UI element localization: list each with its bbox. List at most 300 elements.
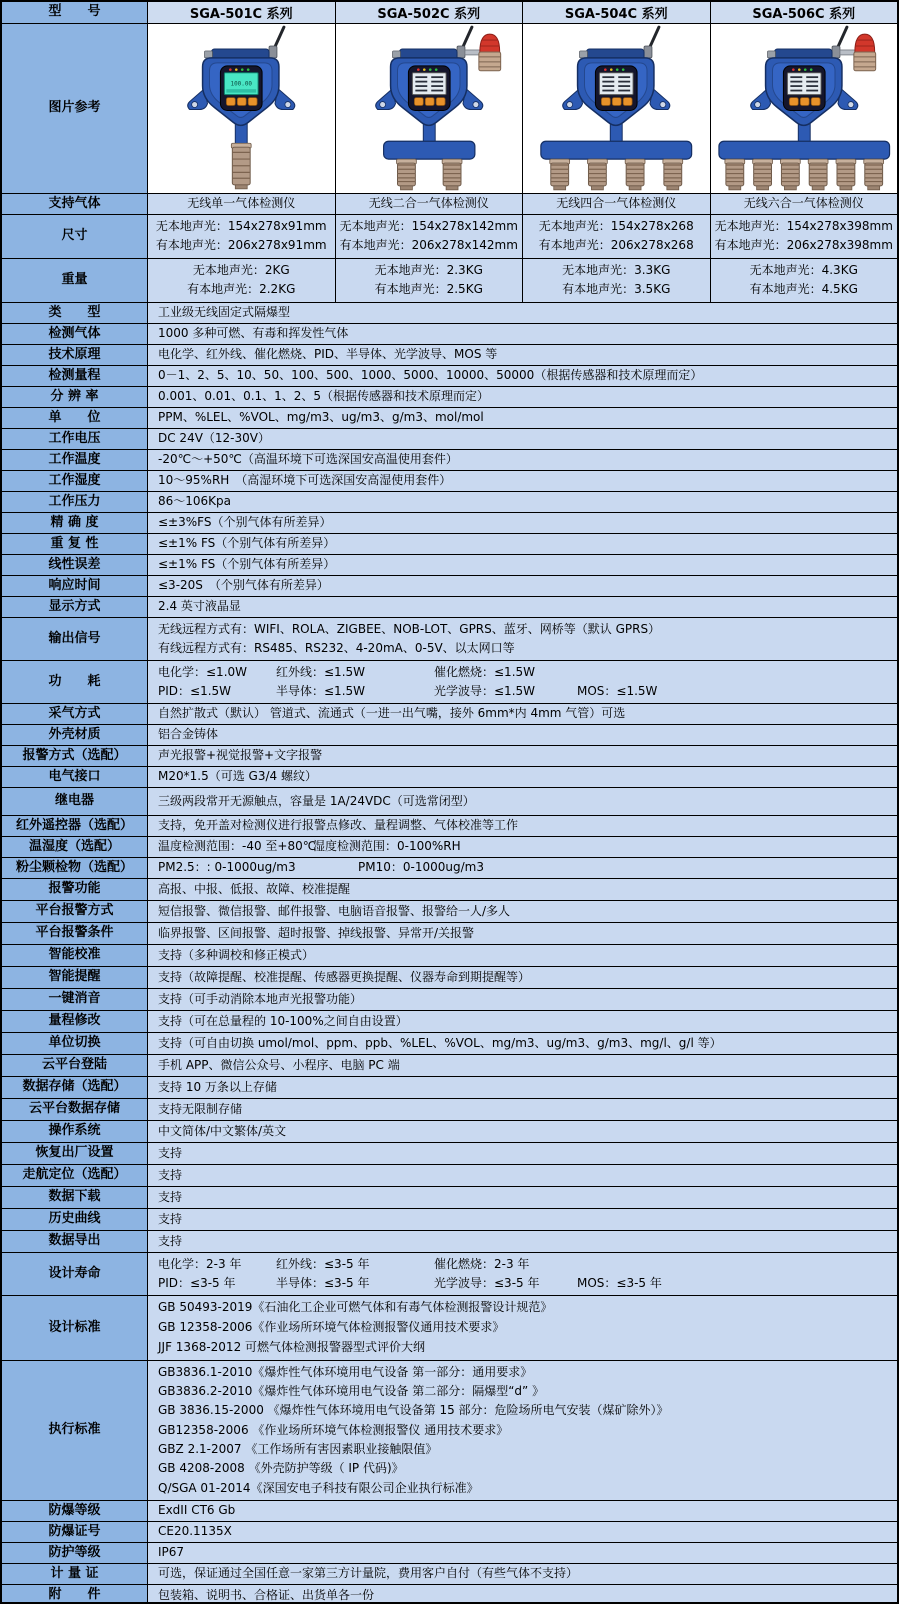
spec-row-value	[148, 1361, 897, 1500]
spec-row	[2, 816, 897, 837]
spec-value-line: M20*1.5（可选 G3/4 螺纹）	[158, 769, 317, 784]
spec-row	[2, 1187, 897, 1209]
spec-value-segment: PM2.5：: 0-1000ug/m3	[158, 860, 296, 875]
sensor-probe-icon	[863, 159, 883, 190]
header-model-sga-506c: SGA-506C 系列	[711, 2, 898, 23]
detector-body	[188, 49, 295, 125]
sensor-probe-icon	[396, 159, 416, 190]
spec-row-value	[148, 1055, 897, 1076]
spec-value-line: DC 24V（12-30V）	[158, 431, 270, 446]
spec-value-line: 包装箱、说明书、合格证、出货单各一份	[158, 1587, 375, 1602]
sensor-probe-icon	[442, 159, 462, 190]
spec-row	[2, 555, 897, 576]
spec-row	[2, 576, 897, 597]
spec-row-label: 设计寿命	[2, 1253, 148, 1295]
spec-row-label: 检测量程	[2, 366, 148, 386]
spec-value-line: GB3836.2-2010《爆炸性气体环境用电气设备 第二部分：隔爆型“d” 》	[158, 1384, 545, 1399]
spec-value-cell	[711, 194, 898, 214]
spec-value-line: PPM、%LEL、%VOL、mg/m3、ug/m3、g/m3、mol/mol	[158, 410, 484, 425]
spec-row-label: 智能提醒	[2, 967, 148, 988]
antenna-icon	[644, 27, 659, 58]
device-image-SGA-502C	[336, 24, 523, 193]
spec-row-value	[148, 1099, 897, 1120]
spec-value-line: 无本地声光：154x278x398mm	[714, 218, 893, 233]
spec-value-line: 有本地声光：206x278x268	[538, 238, 694, 253]
spec-row-value	[148, 661, 897, 703]
alarm-beacon-icon	[839, 34, 875, 71]
spec-row-label: 单位切换	[2, 1033, 148, 1054]
spec-value-line: 无本地声光：4.3KG	[749, 262, 858, 277]
detector-body	[375, 49, 482, 125]
spec-value-line: 有本地声光：2.5KG	[374, 282, 483, 297]
spec-value-cell	[523, 194, 711, 214]
spec-row	[2, 618, 897, 661]
spec-row-value	[148, 194, 897, 214]
detector-body	[563, 49, 670, 125]
spec-row-label: 工作电压	[2, 429, 148, 449]
spec-value-line: 无线四合一气体检测仪	[556, 196, 677, 211]
spec-value-line: 有线远程方式有：RS485、RS232、4-20mA、0-5V、以太网口等	[158, 640, 515, 655]
spec-row-value	[148, 1564, 897, 1584]
spec-row	[2, 767, 897, 788]
spec-row-value	[148, 1501, 897, 1521]
spec-value-line: CE20.1135X	[158, 1524, 232, 1539]
spec-row-value	[148, 387, 897, 407]
spec-row-label: 计 量 证	[2, 1564, 148, 1584]
spec-row-label: 防爆等级	[2, 1501, 148, 1521]
spec-row-label: 分 辨 率	[2, 387, 148, 407]
spec-row-label: 防护等级	[2, 1543, 148, 1563]
spec-value-line: 三级两段常开无源触点，容量是 1A/24VDC（可选常闭型）	[158, 793, 475, 808]
spec-value-segment: 半导体：≤1.5W	[276, 683, 366, 698]
spec-row-label: 工作湿度	[2, 471, 148, 491]
sensor-probe-icon	[724, 159, 744, 190]
spec-row	[2, 429, 897, 450]
spec-row-label: 线性误差	[2, 555, 148, 575]
spec-value-line: -20℃～+50℃（高温环境下可选深国安高温使用套件）	[158, 452, 458, 467]
spec-row-label: 电气接口	[2, 767, 148, 787]
header-model-sga-504c: SGA-504C 系列	[523, 2, 711, 23]
spec-value-cell	[336, 215, 524, 258]
spec-row-value	[148, 513, 897, 533]
sensor-probe-icon	[752, 159, 772, 190]
spec-row	[2, 879, 897, 901]
spec-value-line: 有本地声光：206x278x91mm	[155, 238, 327, 253]
spec-row	[2, 725, 897, 746]
spec-value-line	[158, 665, 897, 681]
spec-value-line: 支持（可手动消除本地声光报警功能）	[158, 991, 363, 1006]
spec-row-value	[148, 429, 897, 449]
spec-row-value	[148, 1585, 897, 1604]
spec-row-value	[148, 1143, 897, 1164]
spec-value-cell	[523, 259, 711, 302]
spec-row	[2, 989, 897, 1011]
spec-row-value	[148, 704, 897, 724]
spec-value-line	[158, 1276, 897, 1292]
spec-value-cell	[148, 259, 336, 302]
spec-value-line: 0－1、2、5、10、50、100、500、1000、5000、10000、50000（根据传感器和技术原理而定）	[158, 368, 703, 383]
spec-row-value	[148, 1209, 897, 1230]
spec-value-line: GB 4208-2008 《外壳防护等级（ IP 代码)》	[158, 1461, 404, 1476]
spec-row-label: 重量	[2, 259, 148, 302]
detector-body	[750, 49, 857, 125]
spec-row-label: 输出信号	[2, 618, 148, 660]
spec-row-label: 尺寸	[2, 215, 148, 258]
spec-value-line: ≤±1% FS（个别气体有所差异）	[158, 536, 336, 551]
spec-row	[2, 901, 897, 923]
spec-row	[2, 1585, 897, 1604]
spec-row-value	[148, 725, 897, 745]
spec-row-label: 平台报警条件	[2, 923, 148, 944]
spec-row-value	[148, 837, 897, 857]
manifold	[541, 141, 692, 159]
spec-value-line: 86～106Kpa	[158, 494, 232, 509]
spec-row	[2, 1011, 897, 1033]
spec-row-value	[148, 989, 897, 1010]
spec-value-line: 工业级无线固定式隔爆型	[158, 305, 291, 320]
spec-value-line: 2.4 英寸液晶显	[158, 599, 241, 614]
spec-value-segment: MOS：≤1.5W	[577, 683, 658, 698]
spec-value-line: ≤±3%FS（个别气体有所差异）	[158, 515, 332, 530]
spec-row-label: 数据下载	[2, 1187, 148, 1208]
sensor-probe-icon	[625, 159, 645, 190]
spec-row	[2, 923, 897, 945]
spec-value-line: 无线六合一气体检测仪	[743, 196, 864, 211]
spec-row-value	[148, 1522, 897, 1542]
spec-value-line: 手机 APP、微信公众号、小程序、电脑 PC 端	[158, 1057, 400, 1072]
spec-value-segment: 湿度检测范围：0-100%RH	[313, 839, 461, 854]
sensor-probe-icon	[808, 159, 828, 190]
spec-value-line: JJF 1368-2012 可燃气体检测报警器型式评价大纲	[158, 1340, 426, 1355]
spec-row	[2, 1099, 897, 1121]
spec-row-value	[148, 345, 897, 365]
spec-row-label: 继电器	[2, 788, 148, 815]
spec-row	[2, 1253, 897, 1296]
spec-row-label: 报警方式（选配）	[2, 746, 148, 766]
spec-row-value	[148, 471, 897, 491]
spec-row-label: 采气方式	[2, 704, 148, 724]
spec-value-segment: PID：≤1.5W	[158, 683, 232, 698]
device-image-cell-sga-501c	[148, 24, 336, 193]
image-reference-row	[2, 24, 897, 194]
spec-value-cell	[336, 259, 524, 302]
spec-row-label: 技术原理	[2, 345, 148, 365]
spec-value-line: 中文简体/中文繁体/英文	[158, 1123, 287, 1138]
spec-value-segment: 红外线：≤3-5 年	[276, 1256, 370, 1271]
spec-row	[2, 1296, 897, 1361]
spec-row-label: 类 型	[2, 303, 148, 323]
spec-row	[2, 858, 897, 879]
spec-row-value	[148, 450, 897, 470]
spec-value-line: 临界报警、区间报警、超时报警、掉线报警、异常开/关报警	[158, 925, 475, 940]
spec-value-line: 无本地声光：154x278x268	[538, 218, 694, 233]
spec-row-value	[148, 1165, 897, 1186]
spec-row-value	[148, 534, 897, 554]
manifold	[383, 141, 474, 159]
spec-row-value	[148, 492, 897, 512]
spec-value-line: 声光报警+视觉报警+文字报警	[158, 748, 323, 763]
spec-row	[2, 1165, 897, 1187]
spec-row-value	[148, 215, 897, 258]
spec-value-line: 无本地声光：2.3KG	[374, 262, 483, 277]
header-model-label: 型 号	[2, 2, 148, 23]
antenna-icon	[269, 27, 284, 58]
spec-value-line: 无本地声光：154x278x91mm	[155, 218, 327, 233]
spec-value-cell	[711, 215, 898, 258]
spec-row-label: 历史曲线	[2, 1209, 148, 1230]
spec-row-label: 支持气体	[2, 194, 148, 214]
spec-row-value	[148, 945, 897, 966]
spec-row	[2, 945, 897, 967]
spec-row-value	[148, 1253, 897, 1295]
spec-row	[2, 492, 897, 513]
spec-row	[2, 513, 897, 534]
spec-row	[2, 215, 897, 259]
spec-row	[2, 746, 897, 767]
spec-row-value	[148, 259, 897, 302]
spec-row-value	[148, 1231, 897, 1252]
spec-value-cell	[336, 194, 524, 214]
spec-row-label: 外壳材质	[2, 725, 148, 745]
device-image-SGA-504C	[523, 24, 710, 193]
image-row-label: 图片参考	[2, 24, 148, 193]
spec-value-line: 铝合金铸体	[158, 727, 219, 742]
spec-value-line: 1000 多种可燃、有毒和挥发性气体	[158, 326, 349, 341]
spec-row	[2, 704, 897, 725]
spec-value-line: 无本地声光：2KG	[192, 262, 290, 277]
spec-row-label: 附 件	[2, 1585, 148, 1604]
table-header-row	[2, 2, 897, 24]
spec-row-label: 重 复 性	[2, 534, 148, 554]
spec-row-value	[148, 816, 897, 836]
spec-value-segment: 电化学：≤1.0W	[158, 664, 248, 679]
spec-value-line: 无线单一气体检测仪	[187, 196, 296, 211]
spec-row-label: 操作系统	[2, 1121, 148, 1142]
spec-row	[2, 597, 897, 618]
spec-value-line: 10～95%RH （高湿环境下可选深国安高湿使用套件）	[158, 473, 452, 488]
spec-row	[2, 1209, 897, 1231]
spec-row-label: 数据存储（选配）	[2, 1077, 148, 1098]
spec-row-label: 数据导出	[2, 1231, 148, 1252]
spec-value-line: GBZ 2.1-2007 《工作场所有害因素职业接触限值》	[158, 1441, 438, 1456]
spec-value-cell	[148, 194, 336, 214]
spec-row-value	[148, 618, 897, 660]
spec-row-value	[148, 1011, 897, 1032]
spec-row-label: 智能校准	[2, 945, 148, 966]
spec-row-value	[148, 1296, 897, 1360]
spec-value-segment: MOS：≤3-5 年	[577, 1275, 662, 1290]
spec-value-segment: 红外线：≤1.5W	[276, 664, 366, 679]
spec-row-value	[148, 1187, 897, 1208]
spec-value-cell	[523, 215, 711, 258]
spec-row-label: 平台报警方式	[2, 901, 148, 922]
spec-value-line: IP67	[158, 1545, 185, 1560]
header-model-sga-501c: SGA-501C 系列	[148, 2, 336, 23]
spec-row-value	[148, 1543, 897, 1563]
spec-row	[2, 345, 897, 366]
spec-value-line: GB 3836.15-2000 《爆炸性气体环境用电气设备第 15 部分：危险场所电气安装（煤矿除外）》	[158, 1403, 669, 1418]
spec-row	[2, 324, 897, 345]
spec-row	[2, 1501, 897, 1522]
sensor-probe-icon	[780, 159, 800, 190]
spec-row	[2, 837, 897, 858]
spec-row-value	[148, 576, 897, 596]
device-image-SGA-506C	[711, 24, 898, 193]
manifold	[718, 141, 889, 159]
spec-row-label: 云平台登陆	[2, 1055, 148, 1076]
spec-value-line: 支持	[158, 1145, 183, 1160]
spec-row-label: 设计标准	[2, 1296, 148, 1360]
spec-value-line: 无线二合一气体检测仪	[368, 196, 489, 211]
spec-row-label: 工作压力	[2, 492, 148, 512]
spec-value-line: 支持（可在总量程的 10-100%之间自由设置）	[158, 1013, 408, 1028]
spec-row-value	[148, 408, 897, 428]
spec-value-line	[158, 684, 897, 700]
spec-row-value	[148, 1077, 897, 1098]
spec-value-line	[158, 860, 897, 876]
spec-row-value	[148, 858, 897, 878]
sensor-probe-icon	[550, 159, 570, 190]
spec-row	[2, 788, 897, 816]
spec-value-line: 支持	[158, 1211, 183, 1226]
spec-value-line: 支持	[158, 1189, 183, 1204]
spec-value-line: 自然扩散式（默认） 管道式、流通式（一进一出气嘴，接外 6mm*内 4mm 气管）可选	[158, 706, 626, 721]
spec-row-label: 防爆证号	[2, 1522, 148, 1542]
spec-row-label: 红外遥控器（选配）	[2, 816, 148, 836]
spec-row-label: 响应时间	[2, 576, 148, 596]
spec-row	[2, 534, 897, 555]
spec-row-label: 云平台数据存储	[2, 1099, 148, 1120]
alarm-beacon-icon	[464, 34, 500, 71]
spec-value-line: 支持 10 万条以上存储	[158, 1079, 277, 1094]
spec-row-label: 粉尘颗检物（选配）	[2, 858, 148, 878]
spec-value-segment: 光学波导：≤1.5W	[434, 683, 536, 698]
spec-value-line: 可选，保证通过全国任意一家第三方计量院，费用客户自付（有些气体不支持）	[158, 1566, 579, 1581]
spec-value-line: 无本地声光：154x278x142mm	[339, 218, 518, 233]
spec-row-value	[148, 767, 897, 787]
spec-row-value	[148, 901, 897, 922]
spec-value-line: 无本地声光：3.3KG	[562, 262, 671, 277]
spec-value-segment: 半导体：≤3-5 年	[276, 1275, 370, 1290]
spec-row	[2, 1121, 897, 1143]
spec-row	[2, 1055, 897, 1077]
spec-row-label: 单 位	[2, 408, 148, 428]
spec-row	[2, 194, 897, 215]
device-image-SGA-501C	[148, 24, 335, 193]
spec-value-line	[158, 839, 897, 855]
spec-row	[2, 387, 897, 408]
spec-value-line: 支持，免开盖对检测仪进行报警点修改、量程调整、气体校准等工作	[158, 818, 519, 833]
spec-value-cell	[148, 215, 336, 258]
spec-value-line: GB 50493-2019《石油化工企业可燃气体和有毒气体检测报警设计规范》	[158, 1300, 553, 1315]
spec-value-segment: 温度检测范围：-40 至+80℃	[158, 839, 317, 854]
spec-row-label: 恢复出厂设置	[2, 1143, 148, 1164]
spec-row	[2, 408, 897, 429]
spec-row-value	[148, 746, 897, 766]
spec-row	[2, 1231, 897, 1253]
spec-row-value	[148, 788, 897, 815]
spec-value-line: ≤3-20S （个别气体有所差异）	[158, 578, 329, 593]
spec-row-label: 检测气体	[2, 324, 148, 344]
sensor-probe-icon	[231, 143, 251, 189]
spec-row	[2, 450, 897, 471]
svg-text:100.00: 100.00	[230, 80, 252, 88]
spec-row-label: 执行标准	[2, 1361, 148, 1500]
spec-row-label: 走航定位（选配）	[2, 1165, 148, 1186]
spec-value-line: 有本地声光：2.2KG	[187, 282, 296, 297]
spec-row	[2, 1033, 897, 1055]
spec-row-value	[148, 1033, 897, 1054]
spec-row-value	[148, 366, 897, 386]
spec-value-line: Q/SGA 01-2014《深国安电子科技有限公司企业执行标准》	[158, 1480, 479, 1495]
spec-value-line: GB 12358-2006《作业场所环境气体检测报警仪通用技术要求》	[158, 1320, 505, 1335]
spec-value-line: 有本地声光：3.5KG	[562, 282, 671, 297]
spec-value-segment: 电化学：2-3 年	[158, 1256, 242, 1271]
spec-row-label: 功 耗	[2, 661, 148, 703]
spec-value-segment: 光学波导：≤3-5 年	[434, 1275, 540, 1290]
spec-row-label: 温湿度（选配）	[2, 837, 148, 857]
spec-value-line: GB12358-2006 《作业场所环境气体检测报警仪 通用技术要求》	[158, 1422, 509, 1437]
spec-row-value	[148, 923, 897, 944]
spec-row-label: 精 确 度	[2, 513, 148, 533]
spec-value-line: 0.001、0.01、0.1、1、2、5（根据传感器和技术原理而定）	[158, 389, 490, 404]
spec-value-segment: 催化燃烧：2-3 年	[434, 1256, 530, 1271]
sensor-probe-icon	[587, 159, 607, 190]
spec-value-line: 有本地声光：4.5KG	[749, 282, 858, 297]
spec-row	[2, 1543, 897, 1564]
spec-row	[2, 303, 897, 324]
spec-row-label: 显示方式	[2, 597, 148, 617]
spec-row	[2, 259, 897, 303]
spec-value-line: ExdII CT6 Gb	[158, 1503, 236, 1518]
spec-value-line: 短信报警、微信报警、邮件报警、电脑语音报警、报警给一人/多人	[158, 903, 511, 918]
spec-value-line: 高报、中报、低报、故障、校准提醒	[158, 881, 351, 896]
spec-row	[2, 1522, 897, 1543]
device-image-cell-sga-504c	[523, 24, 711, 193]
spec-rows-container	[2, 194, 897, 1604]
spec-value-cell	[711, 259, 898, 302]
spec-row	[2, 661, 897, 704]
spec-value-line: 有本地声光：206x278x398mm	[714, 238, 893, 253]
spec-row	[2, 1077, 897, 1099]
spec-row-label: 工作温度	[2, 450, 148, 470]
spec-row-value	[148, 303, 897, 323]
spec-value-segment: 催化燃烧：≤1.5W	[434, 664, 536, 679]
spec-value-line: 有本地声光：206x278x142mm	[339, 238, 518, 253]
spec-value-line: 无线远程方式有：WIFI、ROLA、ZIGBEE、NOB-LOT、GPRS、蓝牙、网桥等（默认 GPRS）	[158, 621, 661, 636]
spec-value-line: GB3836.1-2010《爆炸性气体环境用电气设备 第一部分：通用要求》	[158, 1364, 533, 1379]
spec-row	[2, 366, 897, 387]
spec-value-line: 支持（多种调校和修正模式）	[158, 947, 315, 962]
device-image-cell-sga-506c	[711, 24, 898, 193]
spec-value-line: 电化学、红外线、催化燃烧、PID、半导体、光学波导、MOS 等	[158, 347, 498, 362]
spec-row-value	[148, 1121, 897, 1142]
spec-row	[2, 1361, 897, 1501]
sensor-probe-icon	[835, 159, 855, 190]
spec-row-label: 一键消音	[2, 989, 148, 1010]
spec-row	[2, 1564, 897, 1585]
spec-value-line: 支持	[158, 1233, 183, 1248]
spec-row-value	[148, 324, 897, 344]
spec-row-value	[148, 967, 897, 988]
spec-row-value	[148, 597, 897, 617]
spec-row	[2, 1143, 897, 1165]
spec-row	[2, 967, 897, 989]
spec-row-label: 量程修改	[2, 1011, 148, 1032]
spec-value-line: 支持（故障提醒、校准提醒、传感器更换提醒、仪器寿命到期提醒等）	[158, 969, 531, 984]
spec-value-line: 支持	[158, 1167, 183, 1182]
spec-row-label: 报警功能	[2, 879, 148, 900]
